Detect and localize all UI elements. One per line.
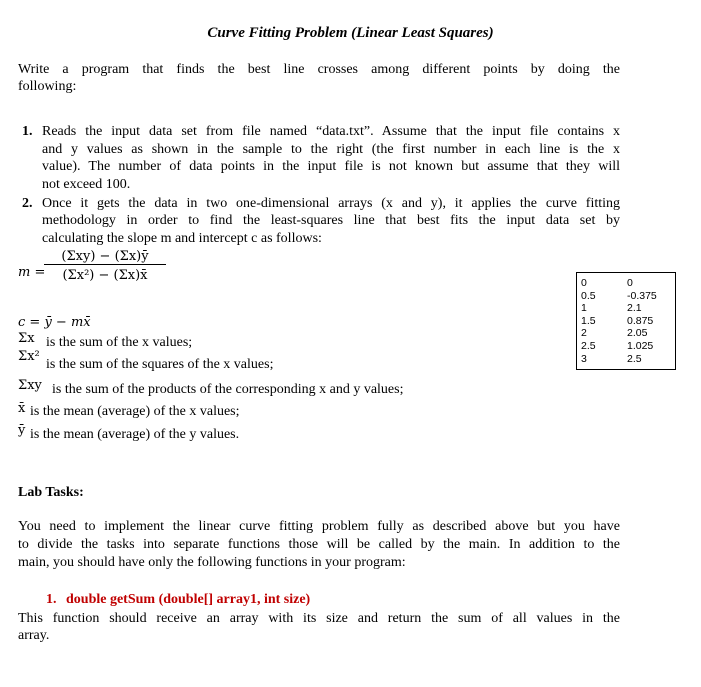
lab-paragraph-line-2: to divide the tasks into separate functions those will be called by the main. In addition to the [18,537,620,552]
intro-line-1: Write a program that finds the best line crosses among different points by doing the [18,62,620,77]
table-cell-y: -0.375 [627,289,657,302]
table-cell-x: 0 [581,277,587,289]
intro-line-2: following: [18,79,77,94]
item-2-line-3: calculating the slope m and intercept c as follows: [42,231,322,246]
table-cell-y: 1.025 [627,339,654,352]
function-1-desc-line-2: array. [18,628,50,643]
item-1-line-1: Reads the input data set from file named “data.txt”. Assume that the input file contains x [42,124,620,139]
item-2-line-1: Once it gets the data in two one-dimensional arrays (x and y), it applies the curve fitting [42,196,620,211]
definition-5-symbol: ȳ [18,423,26,438]
table-cell-y: 0 [627,277,633,289]
item-1-line-2: and y values as shown in the sample to the right (the first number in each line is the x [42,142,620,157]
formula-m-lhs: m = [18,265,46,280]
formula-m-denominator: (Σx²) − (Σx)x̄ [62,268,148,283]
definition-1-text: is the sum of the x values; [46,335,193,350]
sample-data-table [576,272,676,370]
formula-m-numerator: (Σxy) − (Σx)ȳ [44,249,166,265]
table-cell-x: 2.5 [581,339,596,352]
definition-2-symbol: Σx² [18,349,40,364]
item-1-number: 1. [22,124,33,139]
definition-5-text: is the mean (average) of the y values. [30,427,240,442]
function-1-signature: double getSum (double[] array1, int size) [66,592,311,607]
table-cell-y: 2.5 [627,352,642,365]
table-cell-y: 2.1 [627,302,642,315]
function-1-desc-line-1: This function should receive an array with its size and return the sum of all values in the [18,611,620,626]
table-cell-x: 1.5 [581,314,596,327]
table-cell-x: 2 [581,327,587,340]
definition-1-symbol: Σx [18,331,35,346]
item-1-line-3: value). The number of data points in the input file is not known but assume that they will [42,159,620,174]
definition-3-symbol: Σxy [18,378,42,393]
lab-paragraph-line-1: You need to implement the linear curve fitting problem fully as described above but you have [18,519,620,534]
page-title: Curve Fitting Problem (Linear Least Squares) [207,25,494,41]
definition-4-text: is the mean (average) of the x values; [30,404,240,419]
item-1-line-4: not exceed 100. [42,177,131,192]
table-cell-y: 0.875 [627,314,654,327]
item-2-line-2: methodology in order to find the least-squares line that best fits the input data set by [42,213,620,228]
table-cell-x: 0.5 [581,289,596,302]
lab-paragraph-line-3: main, you should have only the following functions in your program: [18,555,406,570]
table-cell-x: 3 [581,352,587,365]
lab-tasks-heading: Lab Tasks: [18,485,84,500]
item-2-number: 2. [22,196,33,211]
definition-2-text: is the sum of the squares of the x values; [46,357,274,372]
definition-4-symbol: x̄ [18,401,26,416]
formula-c: c = ȳ − mx̄ [18,315,91,330]
function-1-number: 1. [46,592,57,607]
definition-3-text: is the sum of the products of the corresponding x and y values; [52,382,404,397]
table-cell-x: 1 [581,302,587,315]
table-cell-y: 2.05 [627,327,648,340]
